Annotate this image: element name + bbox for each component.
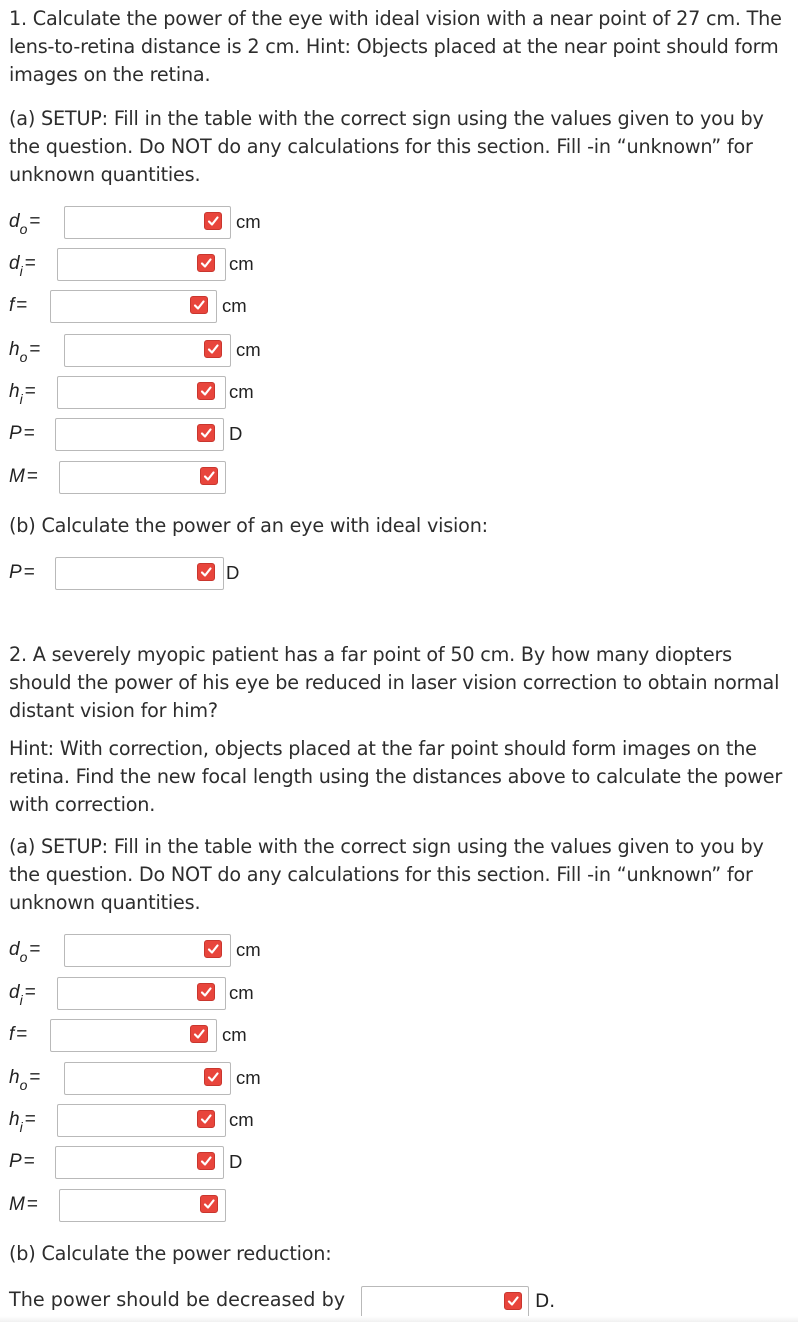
bottom-fade (0, 1316, 798, 1322)
q2-check-icon-hi[interactable] (197, 1110, 215, 1128)
q2-label-ho: $h_o$ = (9, 1067, 41, 1093)
q2-row-di (0, 974, 798, 1012)
q1-row-m (0, 458, 798, 496)
q1-label-ho: $h_o$ = (9, 339, 41, 365)
q1-unit-di: cm (229, 253, 254, 274)
q2-check-icon-m[interactable] (200, 1195, 218, 1213)
q2-row-m (0, 1186, 798, 1224)
q1-label-f: f = (9, 295, 28, 316)
q1-label-do: $d_o$ = (9, 211, 41, 237)
q1-setup-instructions: (a) SETUP: Fill in the table with the correct sign using the values given to you by the question. Do NOT do any calculations for this section. Fill -in “unknown” for unknown quantities. (9, 107, 764, 186)
q2-check-icon-f[interactable] (190, 1025, 208, 1043)
q1-check-icon-di[interactable] (197, 254, 215, 272)
q2-final-prefix: The power should be decreased by (9, 1288, 346, 1311)
q2-reduction-check-icon[interactable] (504, 1292, 522, 1310)
q2-label-di: $d_i$ = (9, 982, 36, 1008)
q1-label-di: $d_i$ = (9, 253, 36, 279)
q1-row-f (0, 287, 798, 325)
q1-check-icon-m[interactable] (200, 467, 218, 485)
q2-row-hi (0, 1101, 798, 1139)
q2-unit-ho: cm (236, 1067, 261, 1088)
q2-label-hi: $h_i$ = (9, 1109, 36, 1135)
q2-label-do: $d_o$ = (9, 939, 41, 965)
q1-unit-do: cm (236, 211, 261, 232)
q1-row-ho (0, 331, 798, 369)
q2-check-icon-ho[interactable] (204, 1068, 222, 1086)
q1-check-icon-ho[interactable] (204, 340, 222, 358)
q1-check-icon-f[interactable] (190, 296, 208, 314)
q1-unit-ho: cm (236, 339, 261, 360)
q2-label-f: f = (9, 1024, 28, 1045)
q2-label-p: P = (9, 1151, 35, 1172)
q1-unit-p: D (229, 423, 243, 444)
q2-part-b-prompt: (b) Calculate the power reduction: (9, 1242, 332, 1265)
q1-unit-hi: cm (229, 381, 254, 402)
q2-setup-instructions: (a) SETUP: Fill in the table with the correct sign using the values given to you by the question. Do NOT do any calculations for this section. Fill -in “unknown” for unknown quantities. (9, 835, 764, 914)
q1-row-di (0, 245, 798, 283)
q1-check-icon-hi[interactable] (197, 382, 215, 400)
q1-unit-f: cm (222, 295, 247, 316)
q1-label-m: M = (9, 466, 38, 487)
q2-hint-text: Hint: With correction, objects placed at the far point should form images on the retina. Find the new focal length using the distances above to calculate the power with correction. (9, 737, 783, 816)
q2-label-m: M = (9, 1194, 38, 1215)
q2-unit-f: cm (222, 1024, 247, 1045)
q2-reduction-unit: D. (535, 1291, 556, 1312)
q1-power-check-icon[interactable] (197, 563, 215, 581)
q1-row-do (0, 203, 798, 241)
q2-unit-di: cm (229, 982, 254, 1003)
q2-row-p (0, 1143, 798, 1181)
q1-power-label: P = (9, 562, 35, 583)
q1-power-answer-row (0, 554, 798, 592)
q1-label-hi: $h_i$ = (9, 381, 36, 407)
q1-part-b-prompt: (b) Calculate the power of an eye with ideal vision: (9, 514, 488, 537)
q1-row-hi (0, 373, 798, 411)
q1-row-p (0, 415, 798, 453)
q2-check-icon-do[interactable] (204, 940, 222, 958)
q1-power-unit: D (226, 562, 240, 583)
q2-unit-hi: cm (229, 1109, 254, 1130)
q2-unit-p: D (229, 1151, 243, 1172)
q2-question-text: 2. A severely myopic patient has a far point of 50 cm. By how many diopters should the power of his eye be reduced in laser vision correction to obtain normal distant vision for him? (9, 643, 780, 722)
q1-question-text: 1. Calculate the power of the eye with ideal vision with a near point of 27 cm. The lens-to-retina distance is 2 cm. Hint: Objects placed at the near point should form images on the retina. (9, 7, 782, 86)
q2-row-ho (0, 1059, 798, 1097)
q2-check-icon-di[interactable] (197, 983, 215, 1001)
q1-check-icon-do[interactable] (204, 212, 222, 230)
q2-check-icon-p[interactable] (197, 1152, 215, 1170)
q2-row-do (0, 931, 798, 969)
q2-unit-do: cm (236, 939, 261, 960)
q2-row-f (0, 1016, 798, 1054)
q1-label-p: P = (9, 423, 35, 444)
q1-check-icon-p[interactable] (197, 424, 215, 442)
